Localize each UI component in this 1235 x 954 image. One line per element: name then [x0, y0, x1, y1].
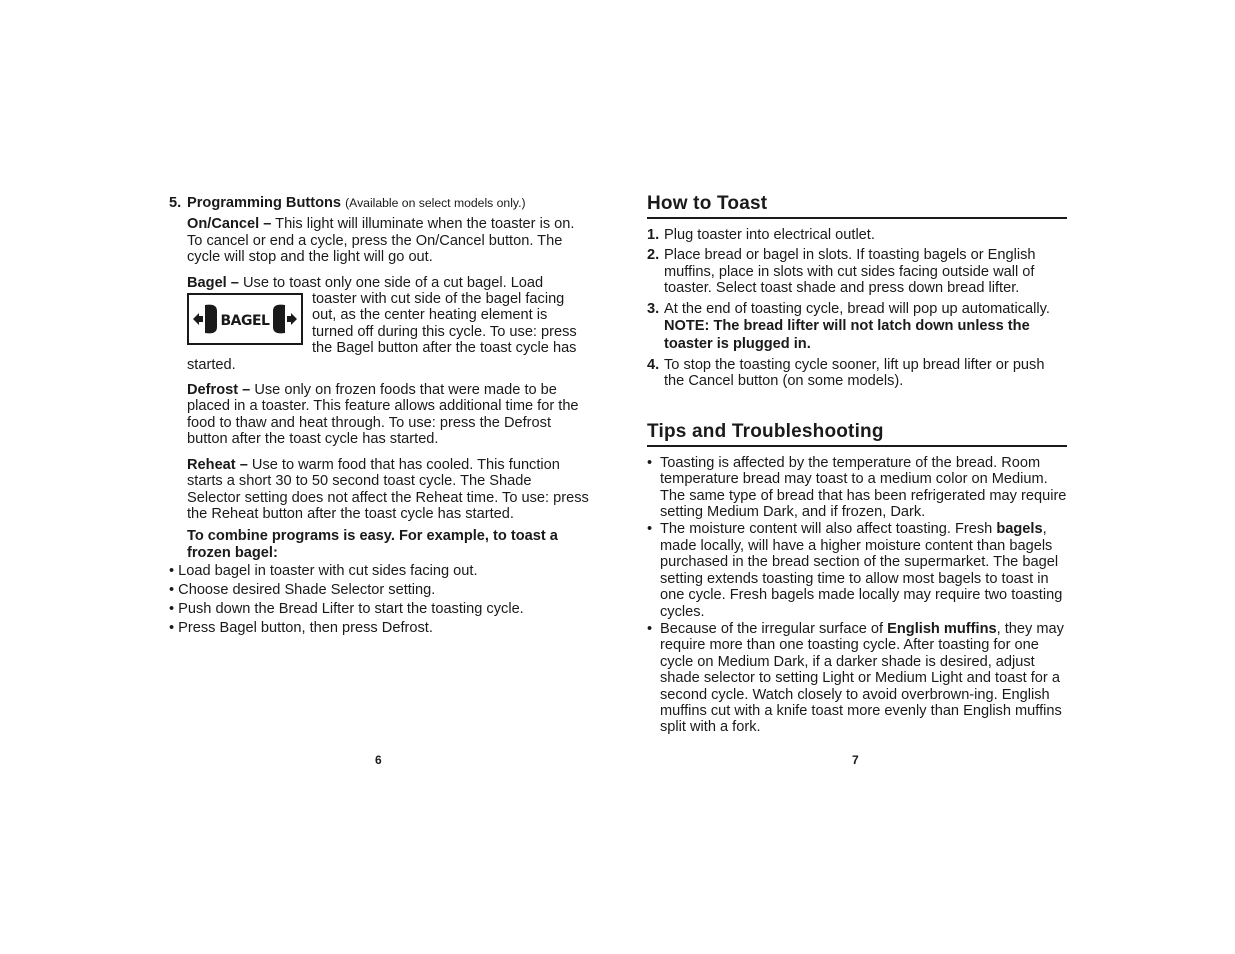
list-item: 2. Place bread or bagel in slots. If toasting bagels or English muffins, place in slots with cut sides facing outside wall of toaster. Select toast shade and press down bread lifter.: [647, 247, 1036, 297]
bagel-button-label: BAGEL: [220, 313, 270, 330]
programming-buttons-heading: [169, 195, 589, 211]
lifter-note: NOTE: The bread lifter will not latch down unless the toaster is plugged in.: [664, 318, 1030, 353]
bagel-paragraph: [187, 275, 589, 373]
defrost-term: Defrost –: [187, 382, 251, 399]
reheat-paragraph: [187, 457, 589, 523]
oncancel-paragraph: [187, 216, 589, 265]
reheat-text: Use to warm food that has cooled. This function starts a short 30 to 50 second toast cycle. The Shade Selector setting does not affect the Reheat time. To use: press the Reheat button after the toast cycle has started.: [187, 456, 589, 522]
combine-steps-list: [169, 563, 589, 636]
bagel-button-illustration: [187, 293, 303, 345]
how-to-toast-heading: How to Toast: [647, 193, 1067, 219]
list-item: • Because of the irregular surface of English muffins, they may require more than one toasting cycle. After toasting for one cycle on Medium Dark, if a darker shade is desired, adjust shade selector to setting Light or Medium Light and toast for a second cycle. Watch closely to avoid overbrown-ing. English muffins cut with a knife toast more evenly than English muffins split with a fork.: [647, 620, 1064, 736]
left-page: [169, 195, 589, 638]
list-item: • Choose desired Shade Selector setting.: [169, 581, 436, 598]
item-note: (Available on select models only.): [345, 196, 526, 210]
list-item: • Press Bagel button, then press Defrost.: [169, 619, 433, 636]
bagel-text-rest: toaster with cut side of the bagel facing out, as the center heating element is turned off during this cycle. To use: press the Bagel button after the toast cycle has started.: [187, 291, 577, 373]
right-page: [647, 193, 1067, 737]
list-item: • Load bagel in toaster with cut sides facing out.: [169, 563, 478, 580]
defrost-text: Use only on frozen foods that were made to be placed in a toaster. This feature allows additional time for the food to thaw and heat through. To use: press the Defrost button after the toast cycle has started.: [187, 382, 579, 448]
list-item: 1. Plug toaster into electrical outlet.: [647, 227, 875, 243]
tips-heading: Tips and Troubleshooting: [647, 421, 1067, 447]
oncancel-text: This light will illuminate when the toaster is on. To cancel or end a cycle, press the On/Cancel button. The cycle will stop and the light will go out.: [187, 216, 575, 266]
bagel-button-icon: [191, 299, 299, 339]
combine-heading: To combine programs is easy. For example, to toast a frozen bagel:: [187, 528, 558, 561]
item-title: Programming Buttons: [187, 195, 342, 211]
oncancel-term: On/Cancel –: [187, 216, 272, 233]
list-item: 3. At the end of toasting cycle, bread will pop up automatically. NOTE: The bread lifter will not latch down unless the toaster is plugged in.: [647, 300, 1050, 353]
tips-list: [647, 455, 1067, 736]
how-to-toast-steps: [647, 227, 1067, 390]
list-item: 4. To stop the toasting cycle sooner, lift up bread lifter or push the Cancel button (on some models).: [647, 357, 1045, 390]
list-item: • Toasting is affected by the temperature of the bread. Room temperature bread may toast to a medium color on Medium. The same type of bread that has been refrigerated may require setting Medium Dark, and if frozen, Dark.: [647, 454, 1067, 521]
reheat-term: Reheat –: [187, 456, 248, 473]
bagel-term: Bagel –: [187, 274, 239, 291]
list-item: • Push down the Bread Lifter to start the toasting cycle.: [169, 600, 524, 617]
item-number: 5.: [169, 195, 182, 211]
bagel-text-lead: Use to toast only one side of a cut bagel. Load: [238, 274, 544, 291]
defrost-paragraph: [187, 382, 589, 448]
page-number-right: 7: [852, 753, 859, 767]
page-number-left: 6: [375, 753, 382, 767]
list-item: • The moisture content will also affect toasting. Fresh bagels, made locally, will have a higher moisture content than bagels purchased in the bread section of the supermarket. The bagel setting extends toasting time to allow most bagels to toast in one cycle. Fresh bagels made locally may require two toasting cycles.: [647, 521, 1063, 620]
